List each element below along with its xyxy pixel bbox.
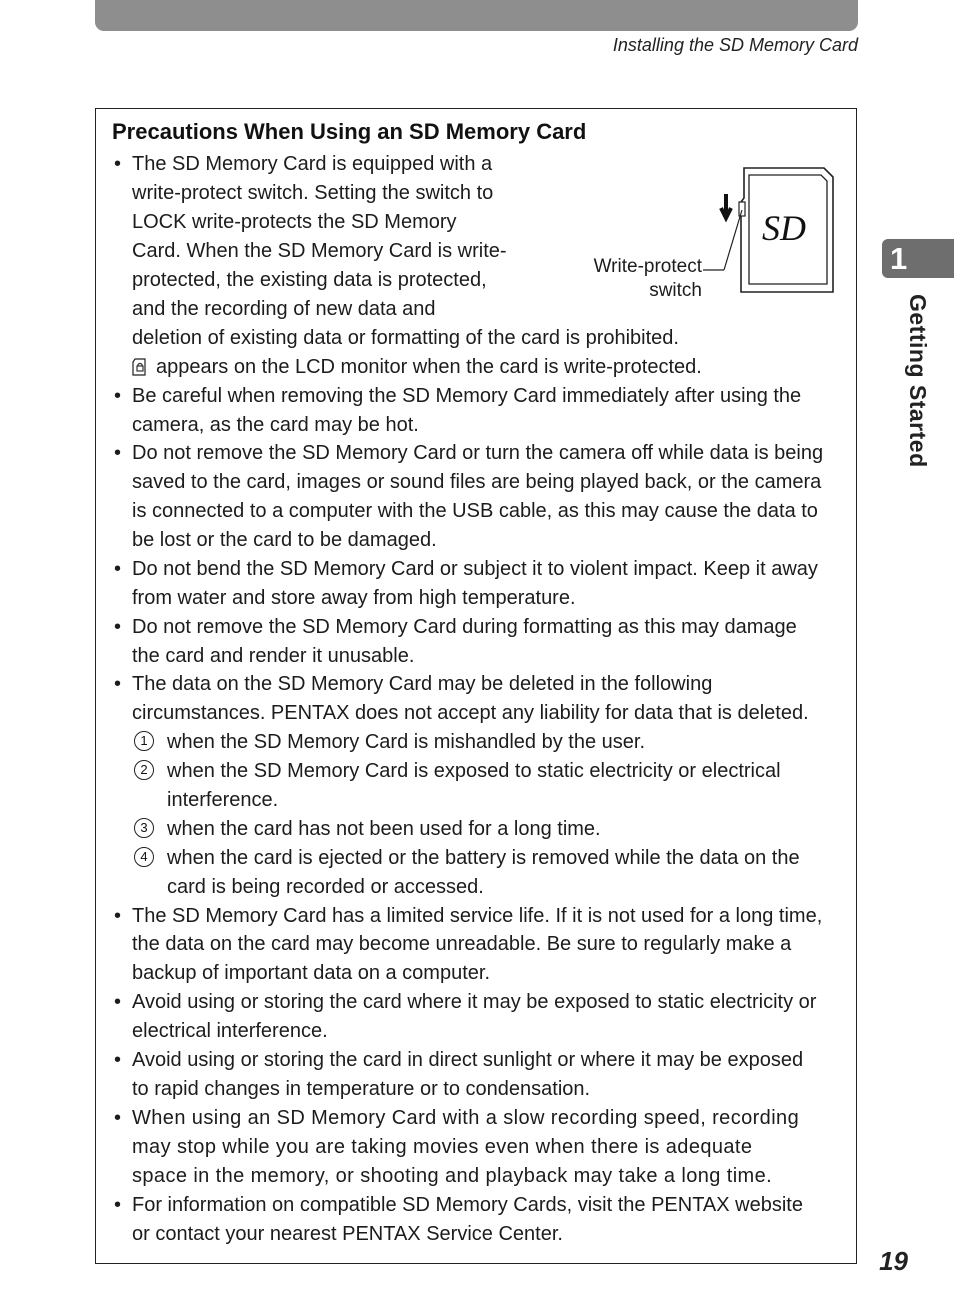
text-line: Card. When the SD Memory Card is write- [132, 240, 507, 262]
bullet-4: • [114, 558, 122, 580]
text-line: the card and render it unusable. [132, 645, 415, 667]
text-line: or contact your nearest PENTAX Service Center. [132, 1223, 563, 1245]
bullet-5: • [114, 616, 122, 638]
text-line: when the card has not been used for a long time. [167, 818, 601, 840]
circled-number: 3 [134, 818, 154, 838]
bullet-7: • [114, 905, 122, 927]
bullet-9: • [114, 1049, 122, 1071]
text-line: circumstances. PENTAX does not accept any liability for data that is deleted. [132, 702, 809, 724]
circled-number: 1 [134, 731, 154, 751]
bullet-10: • [114, 1107, 122, 1129]
text-line: camera, as the card may be hot. [132, 414, 419, 436]
text-line: Do not bend the SD Memory Card or subject it to violent impact. Keep it away [132, 558, 818, 580]
text-line: write-protect switch. Setting the switch to [132, 182, 494, 204]
circled-number: 4 [134, 847, 154, 867]
text-line: electrical interference. [132, 1020, 328, 1042]
bullet-11: • [114, 1194, 122, 1216]
card-lock-icon [132, 358, 148, 376]
text-line: Do not remove the SD Memory Card or turn the camera off while data is being [132, 442, 824, 464]
text-line: LOCK write-protects the SD Memory [132, 211, 457, 233]
text-line: from water and store away from high temperature. [132, 587, 576, 609]
bullet-6: • [114, 673, 122, 695]
section-title: Precautions When Using an SD Memory Card [112, 119, 587, 144]
text-line: For information on compatible SD Memory Cards, visit the PENTAX website [132, 1194, 803, 1216]
text-line: space in the memory, or shooting and playback may take a long time. [132, 1165, 773, 1187]
text-line: when the card is ejected or the battery is removed while the data on the [167, 847, 800, 869]
chapter-number: 1 [890, 241, 908, 276]
text-line: protected, the existing data is protected, [132, 269, 487, 291]
bullet-3: • [114, 442, 122, 464]
page-number: 19 [879, 1246, 908, 1276]
text-line: card is being recorded or accessed. [167, 876, 484, 898]
text-line: Avoid using or storing the card in direct sunlight or where it may be exposed [132, 1049, 804, 1071]
switch-label-line2: switch [649, 280, 702, 301]
circled-number: 2 [134, 760, 154, 780]
text-line: may stop while you are taking movies even when there is adequate [132, 1136, 753, 1158]
running-title: Installing the SD Memory Card [612, 35, 858, 55]
bullet-1: • [114, 153, 122, 175]
bullet-2: • [114, 385, 122, 407]
chapter-title: Getting Started [905, 294, 931, 468]
bullet-8: • [114, 991, 122, 1013]
text-line: deletion of existing data or formatting of the card is prohibited. [132, 327, 679, 349]
sd-logo: SD [762, 208, 806, 248]
text-line: appears on the LCD monitor when the card is write-protected. [156, 356, 702, 378]
text-line: The SD Memory Card is equipped with a [132, 153, 493, 175]
sd-card-figure [700, 162, 840, 297]
switch-label-line1: Write-protect [593, 256, 702, 277]
text-line: is connected to a computer with the USB cable, as this may cause the data to [132, 500, 818, 522]
text-line: Be careful when removing the SD Memory Card immediately after using the [132, 385, 802, 407]
text-line: and the recording of new data and [132, 298, 436, 320]
write-protect-tab [739, 202, 745, 216]
text-line: when the SD Memory Card is mishandled by the user. [167, 731, 645, 753]
header-bar [95, 0, 858, 31]
text-line: backup of important data on a computer. [132, 962, 490, 984]
text-line: Avoid using or storing the card where it may be exposed to static electricity or [132, 991, 817, 1013]
text-line: When using an SD Memory Card with a slow recording speed, recording [132, 1107, 800, 1129]
text-line: saved to the card, images or sound files are being played back, or the camera [132, 471, 822, 493]
text-line: when the SD Memory Card is exposed to static electricity or electrical [167, 760, 781, 782]
text-line: interference. [167, 789, 279, 811]
text-line: be lost or the card to be damaged. [132, 529, 437, 551]
text-line: the data on the card may become unreadable. Be sure to regularly make a [132, 933, 792, 955]
text-line: The SD Memory Card has a limited service life. If it is not used for a long time, [132, 905, 823, 927]
text-line: The data on the SD Memory Card may be deleted in the following [132, 673, 713, 695]
arrow-down-icon [721, 194, 731, 218]
text-line: Do not remove the SD Memory Card during formatting as this may damage [132, 616, 797, 638]
text-line: to rapid changes in temperature or to condensation. [132, 1078, 591, 1100]
